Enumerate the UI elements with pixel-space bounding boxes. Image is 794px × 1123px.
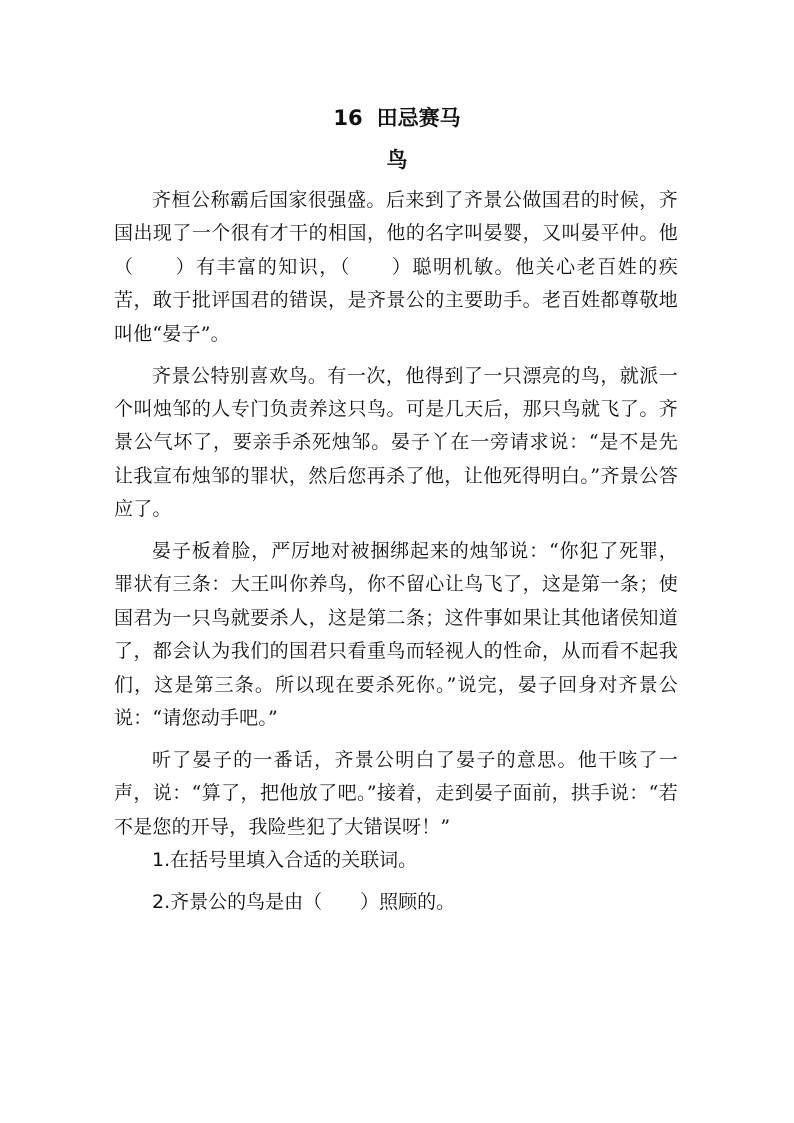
question-1-text: 在括号里填入合适的关联词。 bbox=[170, 849, 418, 872]
lesson-title-text: 田忌赛马 bbox=[376, 106, 461, 130]
question-1 bbox=[114, 844, 678, 877]
lesson-title bbox=[0, 104, 794, 132]
passage-paragraph-1: 齐桓公称霸后国家很强盛。后来到了齐景公做国君的时候，齐国出现了一个很有才干的相国，他的名字叫晏婴，又叫晏平仲。他（ ）有丰富的知识，（ ）聪明机敏。他关心老百姓的疾苦，敢于批评国君的错误，是齐景公的主要助手。老百姓都尊敬地叫他“晏子”。 bbox=[114, 189, 678, 345]
lesson-number: 16 bbox=[333, 106, 363, 130]
passage-paragraph-2: 齐景公特别喜欢鸟。有一次，他得到了一只漂亮的鸟，就派一个叫烛邹的人专门负责养这只鸟。可是几天后，那只鸟就飞了。齐景公气坏了，要亲手杀死烛邹。晏子丫在一旁请求说：“是不是先让我宣布烛邹的罪状，然后您再杀了他，让他死得明白。”齐景公答应了。 bbox=[114, 364, 678, 521]
question-2-number: 2. bbox=[152, 891, 171, 914]
question-1-number: 1. bbox=[152, 849, 171, 872]
passage-title: 鸟 bbox=[386, 148, 408, 172]
passage-paragraph-3: 晏子板着脸，严厉地对被捆绑起来的烛邹说：“你犯了死罪，罪状有三条：大王叫你养鸟，你不留心让鸟飞了，这是第一条；使国君为一只鸟就要杀人，这是第二条；这件事如果让其他诸侯知道了，都会认为我们的国君只看重鸟而轻视人的性命，从而看不起我们，这是第三条。所以现在要杀死你。”说完，晏子回身对齐景公说：“请您动手吧。” bbox=[114, 540, 678, 730]
passage-paragraph-4: 听了晏子的一番话，齐景公明白了晏子的意思。他干咳了一声，说：“算了，把他放了吧。”接着，走到晏子面前，拱手说：“若不是您的开导，我险些犯了大错误呀！” bbox=[114, 749, 678, 838]
question-2 bbox=[114, 886, 678, 919]
question-2-text: 齐景公的鸟是由（ ）照顾的。 bbox=[170, 891, 456, 914]
passage-body bbox=[114, 184, 678, 920]
